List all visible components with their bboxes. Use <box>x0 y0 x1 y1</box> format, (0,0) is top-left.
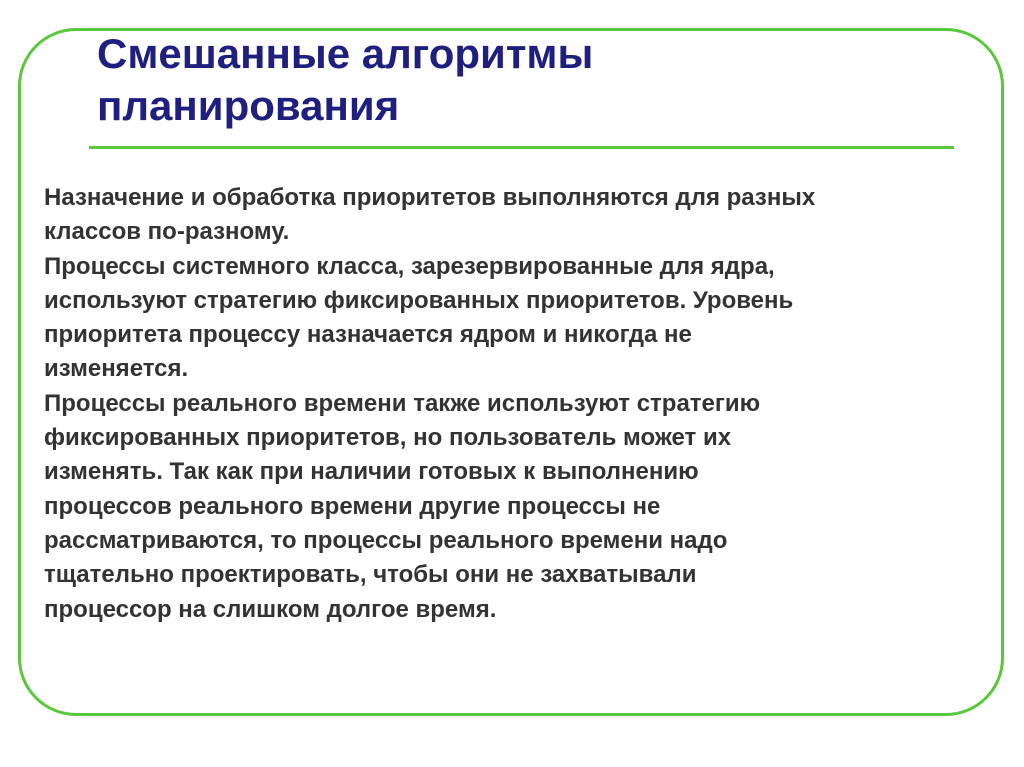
title-underline <box>89 146 954 149</box>
body-line-9: изменять. Так как при наличии готовых к выполнению <box>44 458 699 486</box>
body-line-13: процессор на слишком долгое время. <box>44 595 497 623</box>
body-line-2: классов по-разному. <box>44 218 290 246</box>
body-paragraph-2 <box>44 250 974 387</box>
body-line-6: изменяется. <box>44 355 189 383</box>
body-line-5: приоритета процессу назначается ядром и никогда не <box>44 321 692 349</box>
body-line-11: рассматриваются, то процессы реального времени надо <box>44 526 728 554</box>
body-paragraph-1 <box>44 181 974 250</box>
slide-body <box>44 181 974 627</box>
slide-title <box>97 28 917 132</box>
body-paragraph-3 <box>44 387 974 627</box>
body-line-10: процессов реального времени другие процессы не <box>44 492 661 520</box>
slide-title-line-1: Смешанные алгоритмы <box>97 30 594 77</box>
body-line-12: тщательно проектировать, чтобы они не захватывали <box>44 561 697 589</box>
body-line-7: Процессы реального времени также используют стратегию <box>44 389 761 417</box>
body-line-8: фиксированных приоритетов, но пользователь может их <box>44 424 732 452</box>
body-line-1: Назначение и обработка приоритетов выполняются для разных <box>44 184 816 211</box>
body-line-3: Процессы системного класса, зарезервированные для ядра, <box>44 252 775 280</box>
body-line-4: используют стратегию фиксированных приоритетов. Уровень <box>44 286 794 314</box>
slide-title-line-2: планирования <box>97 82 400 129</box>
